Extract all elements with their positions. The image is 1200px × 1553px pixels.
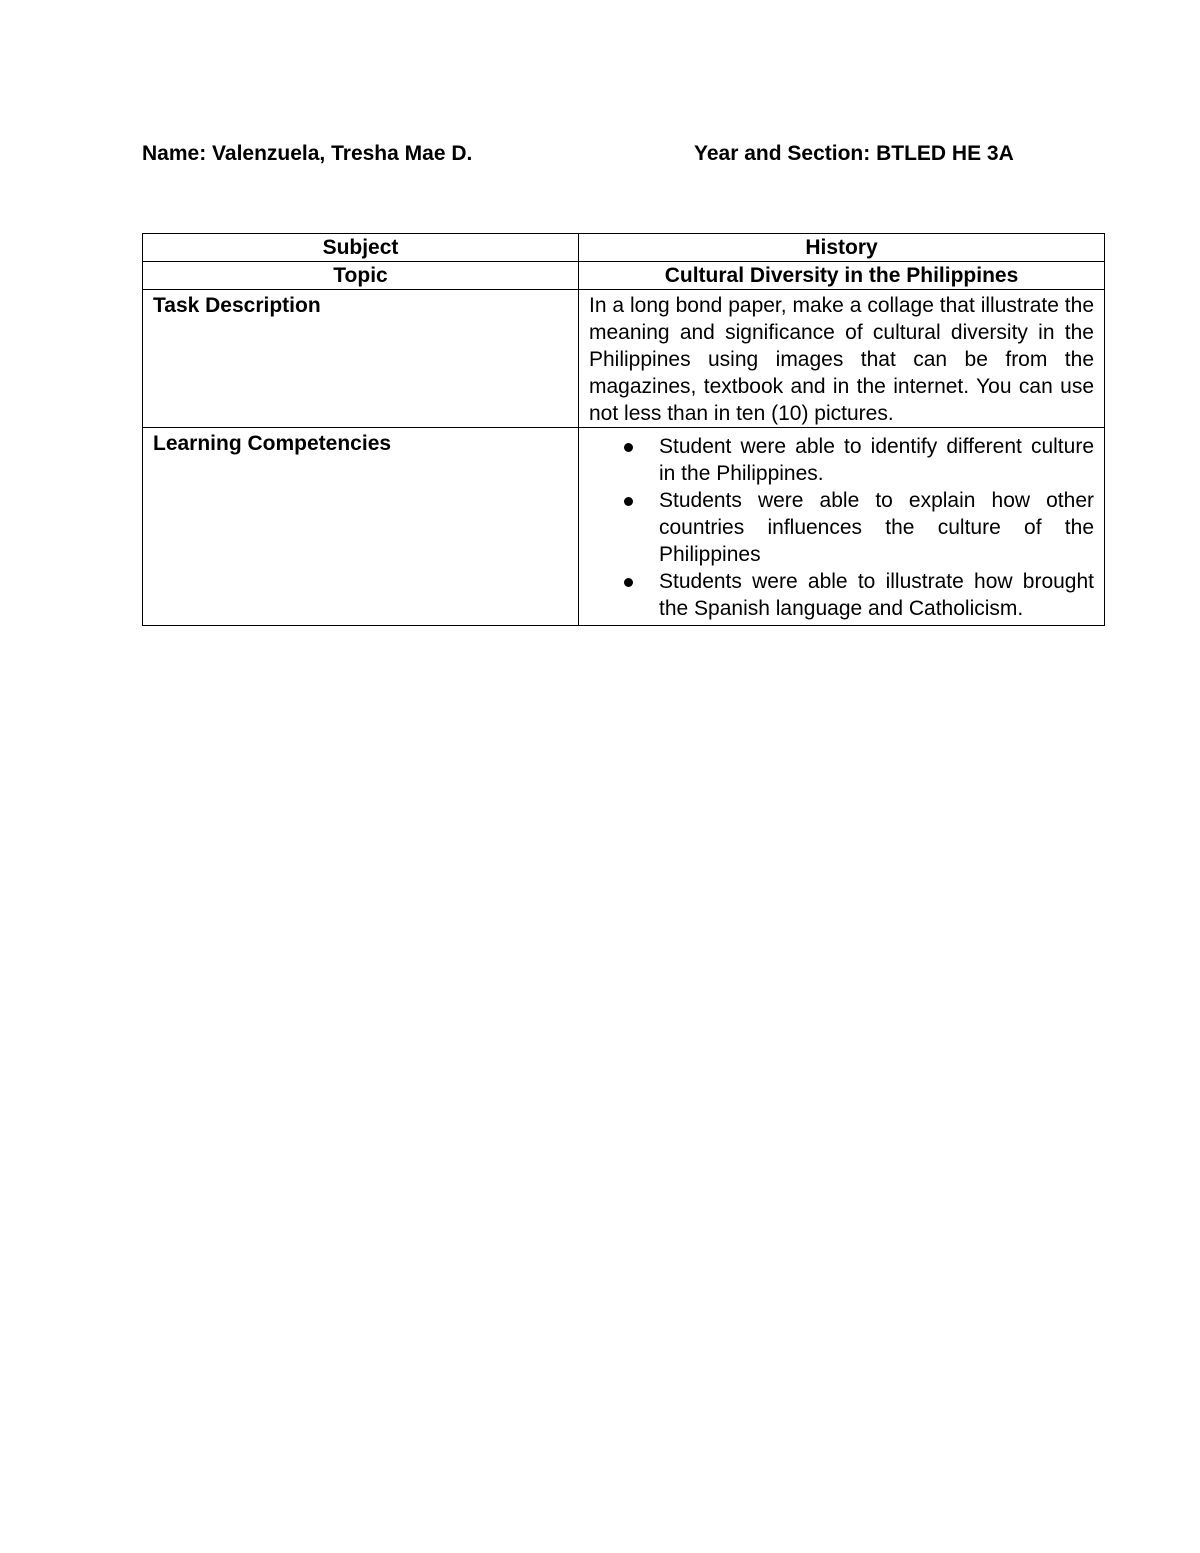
section-value: BTLED HE 3A <box>876 142 1014 165</box>
year-section <box>694 142 1014 166</box>
table-row-task-description <box>143 290 1105 428</box>
header <box>142 142 1102 172</box>
bullet-icon <box>624 443 633 452</box>
bullet-icon <box>624 578 633 587</box>
name-label: Name: <box>142 142 207 165</box>
topic-label: Topic <box>143 262 579 290</box>
bullet-icon <box>624 497 633 506</box>
table-row-subject <box>143 234 1105 262</box>
topic-value: Cultural Diversity in the Philippines <box>579 262 1105 290</box>
name-value: Valenzuela, Tresha Mae D. <box>212 142 473 165</box>
learning-competencies-label: Learning Competencies <box>143 428 579 626</box>
task-table <box>142 233 1105 626</box>
list-item <box>659 433 1094 487</box>
section-label: Year and Section: <box>694 142 871 165</box>
learning-competencies-value <box>579 428 1105 626</box>
competency-text: Students were able to illustrate how brought the Spanish language and Catholicism. <box>659 570 1094 620</box>
subject-label: Subject <box>143 234 579 262</box>
list-item <box>659 568 1094 622</box>
table-row-learning-competencies <box>143 428 1105 626</box>
competency-list <box>589 430 1094 625</box>
table-row-topic <box>143 262 1105 290</box>
list-item <box>659 487 1094 568</box>
task-description-label: Task Description <box>143 290 579 428</box>
student-name <box>142 142 472 166</box>
task-description-value: In a long bond paper, make a collage that illustrate the meaning and significance of cultural diversity in the Philippines using images that can be from the magazines, textbook and in the internet. You can use not less than in ten (10) pictures. <box>579 290 1105 428</box>
competency-text: Student were able to identify different culture in the Philippines. <box>659 435 1094 485</box>
subject-value: History <box>579 234 1105 262</box>
competency-text: Students were able to explain how other countries influences the culture of the Philippines <box>659 489 1094 566</box>
